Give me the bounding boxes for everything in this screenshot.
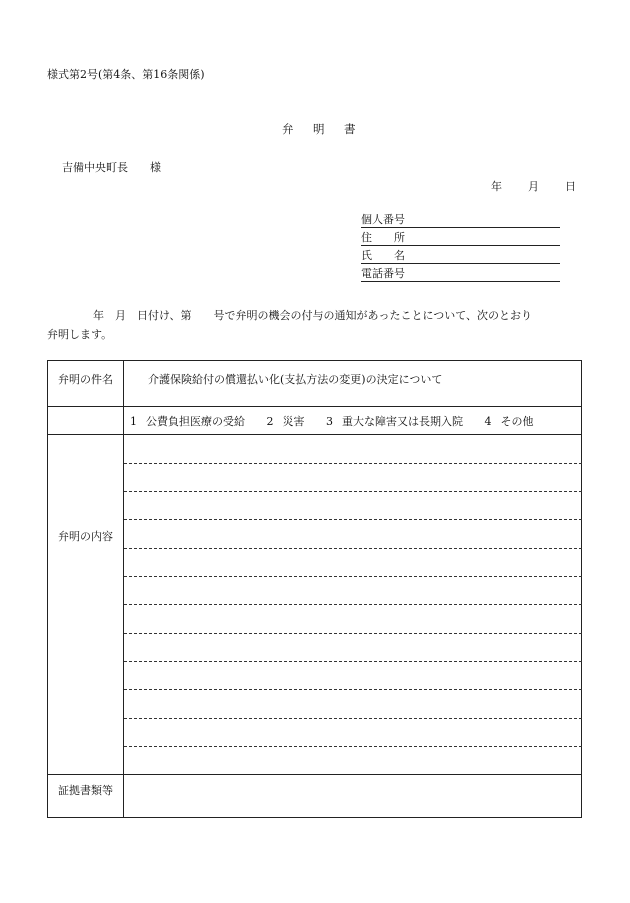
explanation-table [47, 360, 582, 818]
statement-line-2: 弁明します。 [47, 328, 113, 341]
writing-line[interactable] [124, 718, 582, 719]
option-1-num: 1 [130, 415, 137, 428]
document-title: 弁 明 書 [282, 122, 360, 136]
field-address[interactable] [361, 230, 560, 246]
writing-line[interactable] [124, 519, 582, 520]
date-year: 年 [491, 180, 502, 193]
form-number: 様式第2号(第4条、第16条関係) [47, 68, 205, 81]
option-2-num: 2 [266, 415, 274, 428]
content-row-divider [48, 434, 581, 435]
field-name[interactable] [361, 248, 560, 264]
writing-line[interactable] [124, 491, 582, 492]
writing-line[interactable] [124, 661, 582, 662]
statement-line-1: 年 月 日付け、第 号で弁明の機会の付与の通知があったことについて、次のとおり [93, 309, 533, 322]
option-1-text: 公費負担医療の受給 [146, 415, 245, 428]
field-phone[interactable] [361, 266, 560, 282]
subject-label: 弁明の件名 [58, 373, 113, 386]
option-3-num: 3 [326, 415, 333, 428]
table-divider-2 [48, 774, 581, 775]
field-label: 電話番号 [361, 267, 405, 280]
writing-line[interactable] [124, 548, 582, 549]
evidence-label: 証拠書類等 [58, 784, 113, 797]
content-options [130, 413, 534, 429]
option-4-num: 4 [484, 415, 492, 428]
subject-value: 介護保険給付の償還払い化(支払方法の変更)の決定について [148, 373, 443, 386]
date-day: 日 [565, 180, 576, 193]
table-divider-1 [48, 406, 581, 407]
addressee: 吉備中央町長 様 [62, 161, 161, 174]
table-divider-vertical [123, 361, 124, 817]
writing-line[interactable] [124, 463, 582, 464]
option-4-text: その他 [500, 415, 534, 428]
writing-line[interactable] [124, 633, 582, 634]
field-individual-number[interactable] [361, 212, 560, 228]
date-month: 月 [528, 180, 539, 193]
writing-line[interactable] [124, 689, 582, 690]
date-line [491, 178, 576, 194]
option-2-text: 災害 [282, 415, 305, 428]
option-3-text: 重大な障害又は長期入院 [342, 415, 463, 428]
field-label: 住 所 [361, 231, 405, 244]
writing-line[interactable] [124, 604, 582, 605]
writing-line[interactable] [124, 576, 582, 577]
writing-line[interactable] [124, 746, 582, 747]
field-label: 氏 名 [361, 249, 405, 262]
content-label: 弁明の内容 [58, 530, 113, 543]
field-label: 個人番号 [361, 213, 405, 226]
